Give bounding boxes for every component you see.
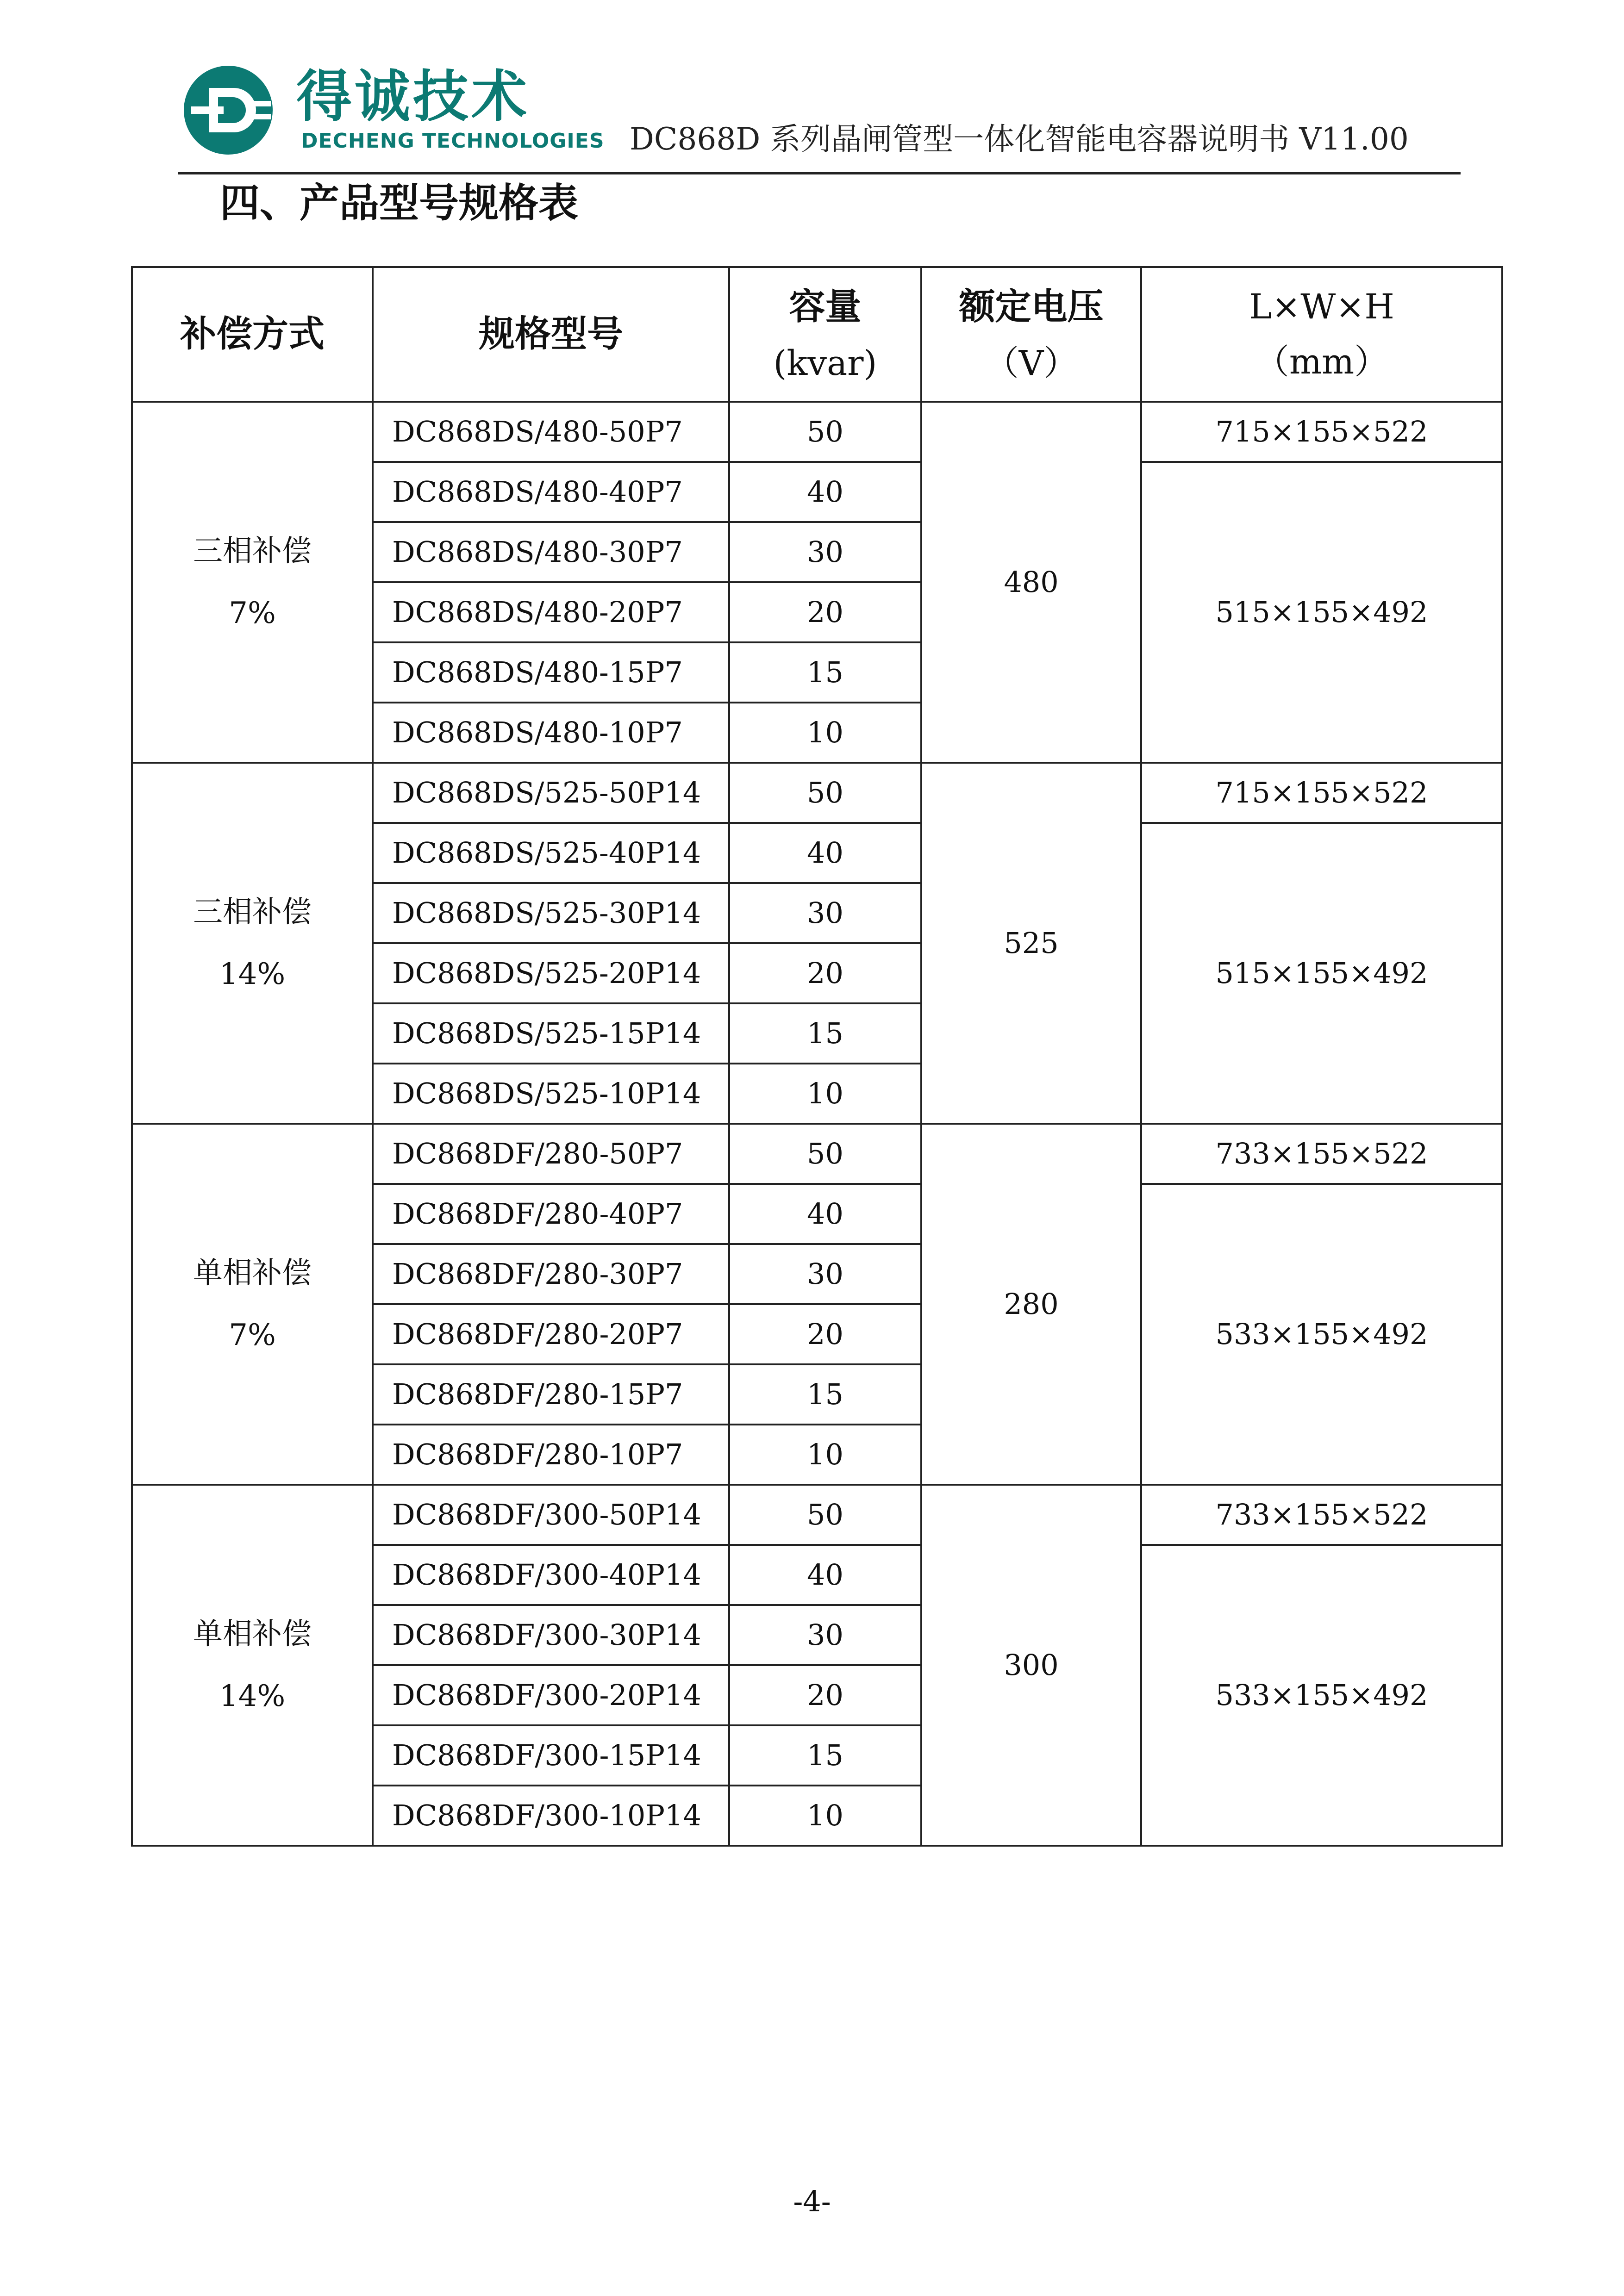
- model-cell: DC868DS/480-50P7: [373, 402, 729, 462]
- header-method: 补偿方式: [132, 267, 373, 402]
- model-cell: DC868DF/300-20P14: [373, 1665, 729, 1725]
- model-cell: DC868DF/300-40P14: [373, 1545, 729, 1605]
- brand-name-en: DECHENG TECHNOLOGIES: [301, 129, 605, 153]
- capacity-cell: 15: [729, 1364, 921, 1425]
- spec-table: [131, 266, 1503, 1847]
- table-row: [132, 1485, 1502, 1545]
- model-cell: DC868DS/525-50P14: [373, 763, 729, 823]
- capacity-cell: 20: [729, 943, 921, 1003]
- compensation-ratio-label: 7%: [229, 1318, 276, 1352]
- spec-table-body: [132, 402, 1502, 1846]
- model-cell: DC868DF/280-40P7: [373, 1184, 729, 1244]
- compensation-ratio-label: 7%: [229, 596, 276, 630]
- compensation-ratio-label: 14%: [219, 957, 286, 991]
- capacity-cell: 40: [729, 1545, 921, 1605]
- model-cell: DC868DF/280-30P7: [373, 1244, 729, 1304]
- model-cell: DC868DF/300-50P14: [373, 1485, 729, 1545]
- capacity-cell: 50: [729, 763, 921, 823]
- capacity-cell: 40: [729, 823, 921, 883]
- rated-voltage-cell: 480: [921, 402, 1141, 763]
- table-row: [132, 402, 1502, 462]
- capacity-cell: 20: [729, 1304, 921, 1364]
- model-cell: DC868DF/280-50P7: [373, 1124, 729, 1184]
- compensation-method-label: 三相补偿: [193, 895, 312, 929]
- header-voltage: [921, 267, 1141, 402]
- header-capacity: [729, 267, 921, 402]
- table-header-row: [132, 267, 1502, 402]
- capacity-cell: 10: [729, 1064, 921, 1124]
- header-dims-label: L×W×H: [1249, 287, 1394, 327]
- capacity-cell: 30: [729, 1244, 921, 1304]
- capacity-cell: 15: [729, 1725, 921, 1786]
- capacity-cell: 40: [729, 1184, 921, 1244]
- rated-voltage-cell: 525: [921, 763, 1141, 1124]
- compensation-method-label: 单相补偿: [193, 1256, 312, 1290]
- document-title: DC868D 系列晶闸管型一体化智能电容器说明书 V11.00: [630, 121, 1409, 157]
- compensation-method-cell: [132, 402, 373, 763]
- compensation-method-cell: [132, 1485, 373, 1846]
- capacity-cell: 20: [729, 582, 921, 642]
- capacity-cell: 50: [729, 1485, 921, 1545]
- header-divider: [178, 172, 1461, 174]
- capacity-cell: 50: [729, 1124, 921, 1184]
- page-number: -4-: [793, 2184, 831, 2218]
- model-cell: DC868DS/525-20P14: [373, 943, 729, 1003]
- header-capacity-label: 容量: [789, 286, 862, 328]
- rated-voltage-cell: 300: [921, 1485, 1141, 1846]
- dimensions-cell: 515×155×492: [1141, 462, 1502, 763]
- model-cell: DC868DS/480-40P7: [373, 462, 729, 522]
- compensation-method-label: 单相补偿: [193, 1617, 312, 1651]
- rated-voltage-cell: 280: [921, 1124, 1141, 1485]
- header-capacity-unit: (kvar): [773, 343, 877, 383]
- capacity-cell: 10: [729, 1786, 921, 1846]
- model-cell: DC868DS/480-30P7: [373, 522, 729, 582]
- model-cell: DC868DF/280-10P7: [373, 1425, 729, 1485]
- dimensions-cell: 533×155×492: [1141, 1184, 1502, 1485]
- capacity-cell: 15: [729, 642, 921, 703]
- dimensions-cell: 733×155×522: [1141, 1485, 1502, 1545]
- compensation-method-cell: [132, 763, 373, 1124]
- capacity-cell: 30: [729, 1605, 921, 1665]
- capacity-cell: 40: [729, 462, 921, 522]
- header-voltage-unit: （V）: [984, 343, 1078, 383]
- header-model: 规格型号: [373, 267, 729, 402]
- capacity-cell: 20: [729, 1665, 921, 1725]
- model-cell: DC868DF/300-10P14: [373, 1786, 729, 1846]
- model-cell: DC868DF/300-30P14: [373, 1605, 729, 1665]
- header-dims: [1141, 267, 1502, 402]
- compensation-ratio-label: 14%: [219, 1679, 286, 1713]
- model-cell: DC868DF/300-15P14: [373, 1725, 729, 1786]
- section-heading: 四、产品型号规格表: [220, 180, 578, 226]
- table-row: [132, 763, 1502, 823]
- capacity-cell: 15: [729, 1003, 921, 1064]
- capacity-cell: 30: [729, 522, 921, 582]
- dimensions-cell: 715×155×522: [1141, 402, 1502, 462]
- decheng-logo-icon: [182, 64, 275, 156]
- brand-name-cn: 得诚技术: [296, 65, 530, 129]
- header-voltage-label: 额定电压: [959, 286, 1104, 328]
- dimensions-cell: 515×155×492: [1141, 823, 1502, 1124]
- capacity-cell: 10: [729, 703, 921, 763]
- model-cell: DC868DS/525-40P14: [373, 823, 729, 883]
- dimensions-cell: 533×155×492: [1141, 1545, 1502, 1846]
- capacity-cell: 50: [729, 402, 921, 462]
- model-cell: DC868DF/280-20P7: [373, 1304, 729, 1364]
- model-cell: DC868DF/280-15P7: [373, 1364, 729, 1425]
- model-cell: DC868DS/480-20P7: [373, 582, 729, 642]
- capacity-cell: 10: [729, 1425, 921, 1485]
- compensation-method-cell: [132, 1124, 373, 1485]
- model-cell: DC868DS/480-10P7: [373, 703, 729, 763]
- capacity-cell: 30: [729, 883, 921, 943]
- page-header: [0, 0, 1624, 176]
- model-cell: DC868DS/525-15P14: [373, 1003, 729, 1064]
- header-dims-unit: （mm）: [1255, 342, 1389, 382]
- dimensions-cell: 733×155×522: [1141, 1124, 1502, 1184]
- model-cell: DC868DS/480-15P7: [373, 642, 729, 703]
- model-cell: DC868DS/525-30P14: [373, 883, 729, 943]
- model-cell: DC868DS/525-10P14: [373, 1064, 729, 1124]
- compensation-method-label: 三相补偿: [193, 534, 312, 568]
- table-row: [132, 1124, 1502, 1184]
- dimensions-cell: 715×155×522: [1141, 763, 1502, 823]
